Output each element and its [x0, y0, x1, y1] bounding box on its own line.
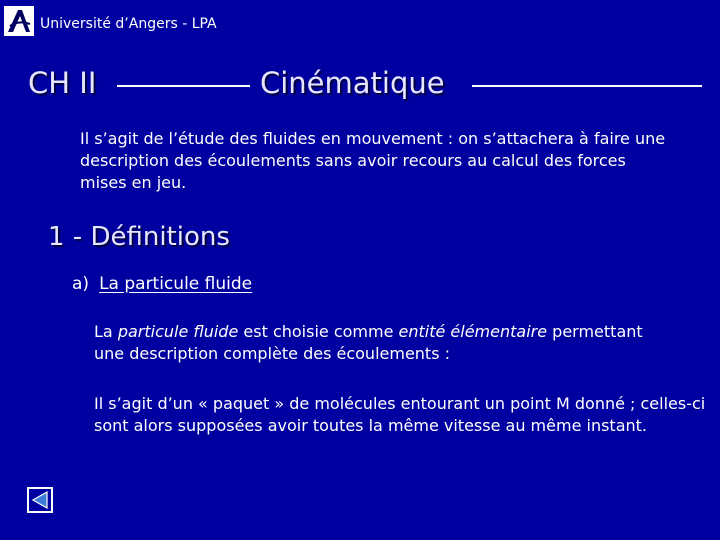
definition-text-3: permettant une description complète des écoulements : [94, 322, 643, 363]
subsection-marker: a) [72, 274, 90, 294]
subsection-title: La particule fluide [99, 274, 253, 294]
chapter-label: CH II [28, 66, 97, 100]
explanation-paragraph: Il s’agit d’un « paquet » de molécules entourant un point M donné ; celles-ci sont alors supposées avoir toutes la même vitesse au même instant. [94, 394, 706, 435]
definition-term-1: particule fluide [117, 322, 239, 341]
section-heading: 1 - Définitions [48, 222, 230, 252]
triangle-left-icon [30, 490, 50, 510]
intro-paragraph: Il s’agit de l’étude des fluides en mouvement : on s’attachera à faire une description des écoulements sans avoir recours au calcul des forces mises en jeu. [80, 129, 666, 192]
subsection-heading [72, 274, 252, 294]
university-logo [4, 6, 34, 36]
slide-title: Cinématique [260, 66, 445, 100]
definition-text-1: La [94, 322, 118, 341]
definition-text-2: est choisie comme [238, 322, 399, 341]
title-rule-right [472, 85, 702, 87]
definition-term-2: entité élémentaire [398, 322, 548, 341]
definition-paragraph [94, 321, 654, 365]
back-button[interactable] [27, 487, 53, 513]
title-rule-left [117, 85, 250, 87]
institution-name: Université d’Angers - LPA [40, 16, 217, 32]
